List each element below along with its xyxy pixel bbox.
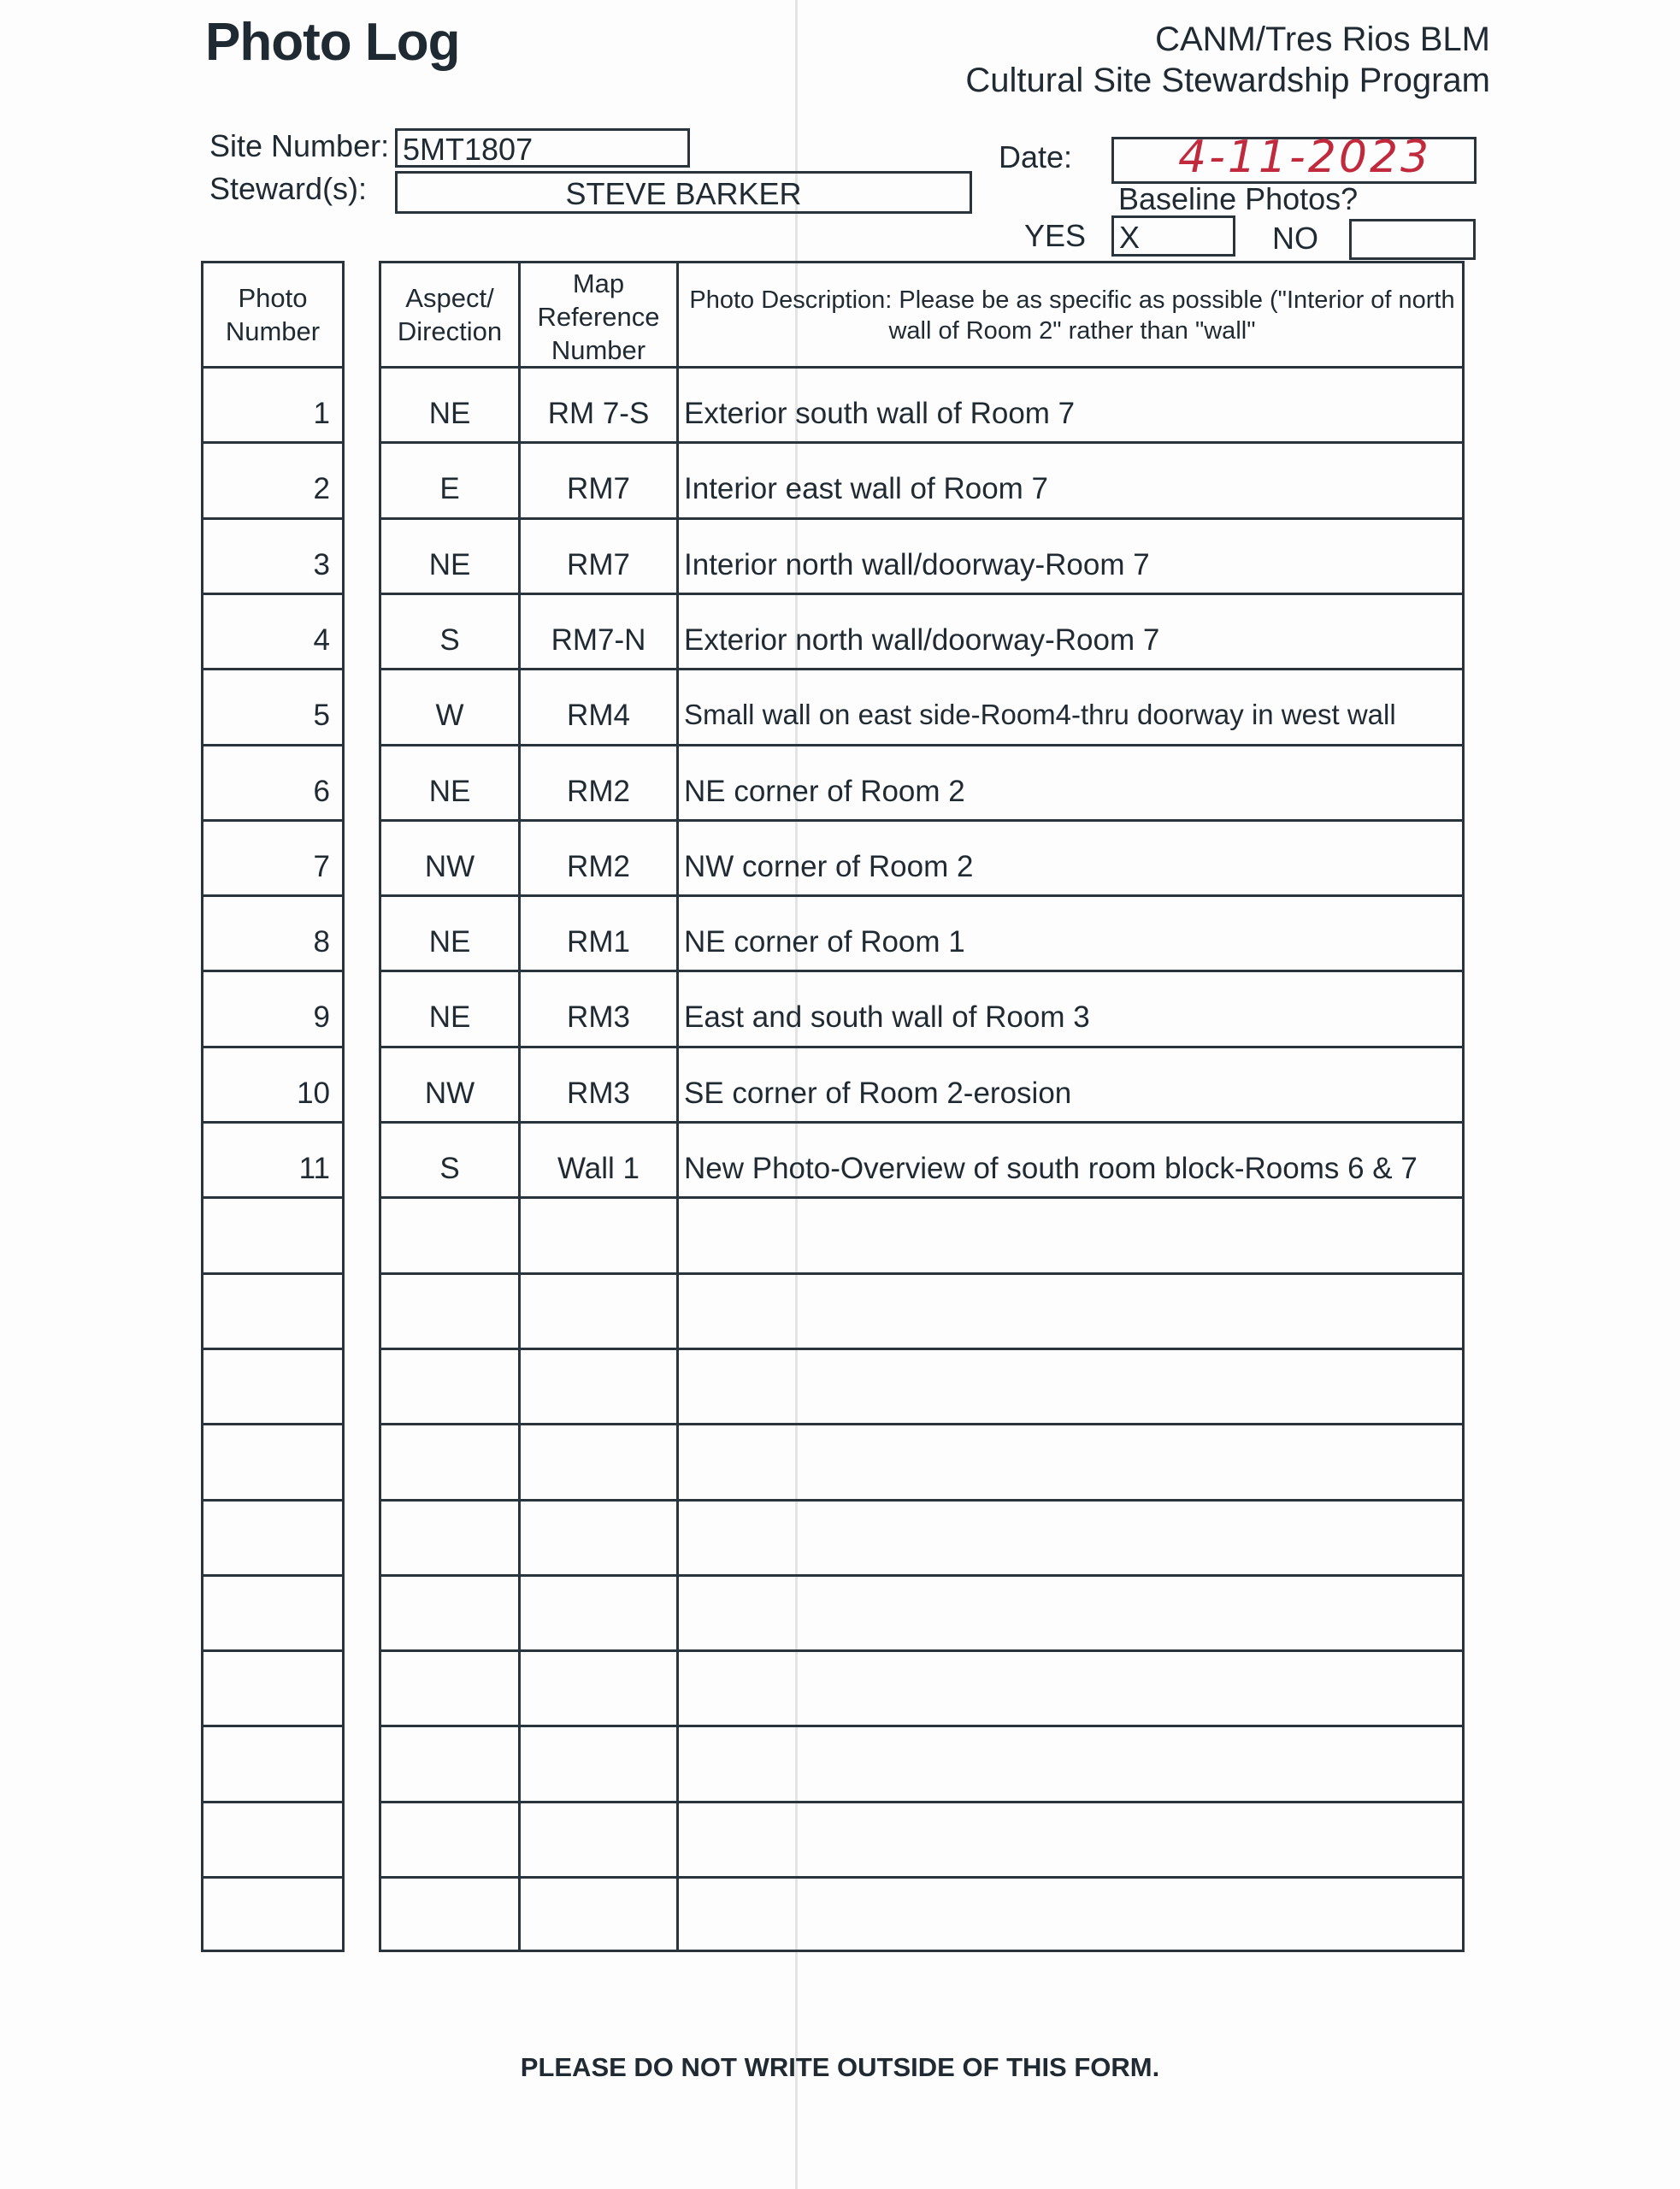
photo-number-cell: 3: [313, 547, 330, 581]
row-divider: [203, 593, 342, 595]
row-divider: [203, 1499, 342, 1502]
row-divider: [203, 517, 342, 520]
row-divider: [203, 1046, 342, 1048]
map-reference-cell: Wall 1: [557, 1152, 640, 1185]
map-reference-header: Map Reference Number: [537, 268, 660, 365]
stewards-field[interactable]: [395, 171, 972, 214]
photo-description-cell: SE corner of Room 2-erosion: [684, 1076, 1072, 1110]
aspect-cell: NE: [428, 925, 471, 959]
form-footer-notice: PLEASE DO NOT WRITE OUTSIDE OF THIS FORM.: [520, 2052, 1160, 2082]
row-divider: [203, 668, 342, 670]
row-divider: [203, 1121, 342, 1124]
row-divider: [381, 1423, 1462, 1425]
row-divider: [203, 1272, 342, 1275]
photo-number-cell: 11: [298, 1152, 330, 1185]
map-reference-cell: RM7-N: [551, 622, 646, 657]
row-divider: [381, 894, 1462, 897]
aspect-cell: NW: [424, 849, 475, 883]
row-divider: [203, 1725, 342, 1727]
row-divider: [381, 1801, 1462, 1803]
photo-description-cell: NW corner of Room 2: [684, 849, 974, 883]
photo-number-cell: 5: [313, 699, 330, 733]
photo-description-cell: Small wall on east side-Room4-thru doorway in west wall: [684, 699, 1396, 731]
date-value: 4-11-2023: [1178, 132, 1432, 183]
photo-number-cell: 2: [313, 472, 330, 506]
row-divider: [203, 1348, 342, 1350]
yes-label: YES: [1024, 218, 1087, 253]
photo-description-cell: Interior east wall of Room 7: [684, 472, 1049, 506]
map-reference-cell: RM3: [567, 1076, 630, 1110]
row-divider: [203, 1649, 342, 1652]
photo-description-cell: Interior north wall/doorway-Room 7: [684, 547, 1150, 581]
site-number-field[interactable]: [395, 128, 690, 168]
row-divider: [203, 744, 342, 746]
photo-description-header: Photo Description: Please be as specific as possible ("Interior of north wall of Room 2" rather than "wall": [689, 286, 1455, 345]
aspect-cell: S: [439, 1152, 460, 1185]
row-divider: [381, 1196, 1462, 1199]
program-name: Cultural Site Stewardship Program: [965, 62, 1490, 99]
row-divider: [203, 1196, 342, 1199]
map-reference-cell: RM3: [567, 1000, 630, 1035]
no-label: NO: [1272, 221, 1318, 256]
row-divider: [381, 1046, 1462, 1048]
aspect-cell: W: [435, 699, 464, 733]
photo-description-cell: New Photo-Overview of south room block-Rooms 6 & 7: [684, 1152, 1418, 1185]
photo-description-cell: East and south wall of Room 3: [684, 1000, 1090, 1035]
organization-name: CANM/Tres Rios BLM: [1155, 21, 1490, 58]
row-divider: [203, 1423, 342, 1425]
photo-description-cell: Exterior south wall of Room 7: [684, 397, 1076, 430]
row-divider: [203, 1801, 342, 1803]
yes-checkbox[interactable]: [1111, 215, 1235, 257]
row-divider: [203, 970, 342, 972]
map-reference-cell: RM7: [567, 472, 630, 506]
photo-number-cell: 1: [313, 397, 330, 430]
photo-number-cell: 9: [313, 1000, 330, 1035]
map-reference-cell: RM4: [567, 699, 630, 733]
row-divider: [381, 970, 1462, 972]
row-divider: [381, 1272, 1462, 1275]
photo-description-cell: NE corner of Room 1: [684, 925, 965, 959]
aspect-cell: NW: [424, 1076, 475, 1110]
photo-number-header: Photo Number: [225, 283, 321, 346]
row-divider: [381, 668, 1462, 670]
photo-number-cell: 7: [313, 849, 330, 883]
row-divider: [381, 1574, 1462, 1577]
photo-log-table: [379, 261, 1465, 1952]
yes-mark: X: [1119, 220, 1141, 255]
row-divider: [381, 593, 1462, 595]
aspect-header: Aspect/ Direction: [397, 283, 503, 346]
photo-number-cell: 6: [313, 774, 330, 808]
row-divider: [203, 441, 342, 444]
stewards-label: Steward(s):: [209, 171, 368, 206]
row-divider: [203, 819, 342, 822]
aspect-cell: NE: [428, 774, 471, 808]
aspect-cell: NE: [428, 397, 471, 430]
photo-description-cell: Exterior north wall/doorway-Room 7: [684, 622, 1160, 657]
map-reference-cell: RM1: [567, 925, 630, 959]
row-divider: [203, 1574, 342, 1577]
photo-number-table: [201, 261, 345, 1952]
map-reference-cell: RM2: [567, 849, 630, 883]
site-number-label: Site Number:: [209, 128, 390, 163]
row-divider: [381, 744, 1462, 746]
map-reference-cell: RM7: [567, 547, 630, 581]
map-reference-cell: RM 7-S: [547, 397, 650, 430]
row-divider: [381, 1348, 1462, 1350]
row-divider: [381, 1499, 1462, 1502]
row-divider: [381, 1121, 1462, 1124]
row-divider: [203, 366, 342, 369]
site-number-value: 5MT1807: [403, 132, 533, 167]
row-divider: [381, 366, 1462, 369]
stewards-value: STEVE BARKER: [565, 176, 802, 211]
photo-number-cell: 10: [297, 1076, 330, 1110]
aspect-cell: S: [439, 622, 460, 657]
no-checkbox[interactable]: [1349, 219, 1476, 260]
row-divider: [381, 1876, 1462, 1879]
aspect-cell: E: [439, 472, 460, 506]
form-title: Photo Log: [205, 13, 460, 72]
date-label: Date:: [999, 139, 1073, 174]
photo-description-cell: NE corner of Room 2: [684, 774, 965, 808]
aspect-cell: NE: [428, 547, 471, 581]
map-reference-cell: RM2: [567, 774, 630, 808]
row-divider: [381, 819, 1462, 822]
baseline-photos-label: Baseline Photos?: [1118, 181, 1359, 216]
row-divider: [203, 1876, 342, 1879]
row-divider: [381, 517, 1462, 520]
photo-number-cell: 8: [313, 925, 330, 959]
row-divider: [381, 441, 1462, 444]
row-divider: [203, 894, 342, 897]
row-divider: [381, 1725, 1462, 1727]
row-divider: [381, 1649, 1462, 1652]
aspect-cell: NE: [428, 1000, 471, 1035]
photo-number-cell: 4: [313, 622, 330, 657]
